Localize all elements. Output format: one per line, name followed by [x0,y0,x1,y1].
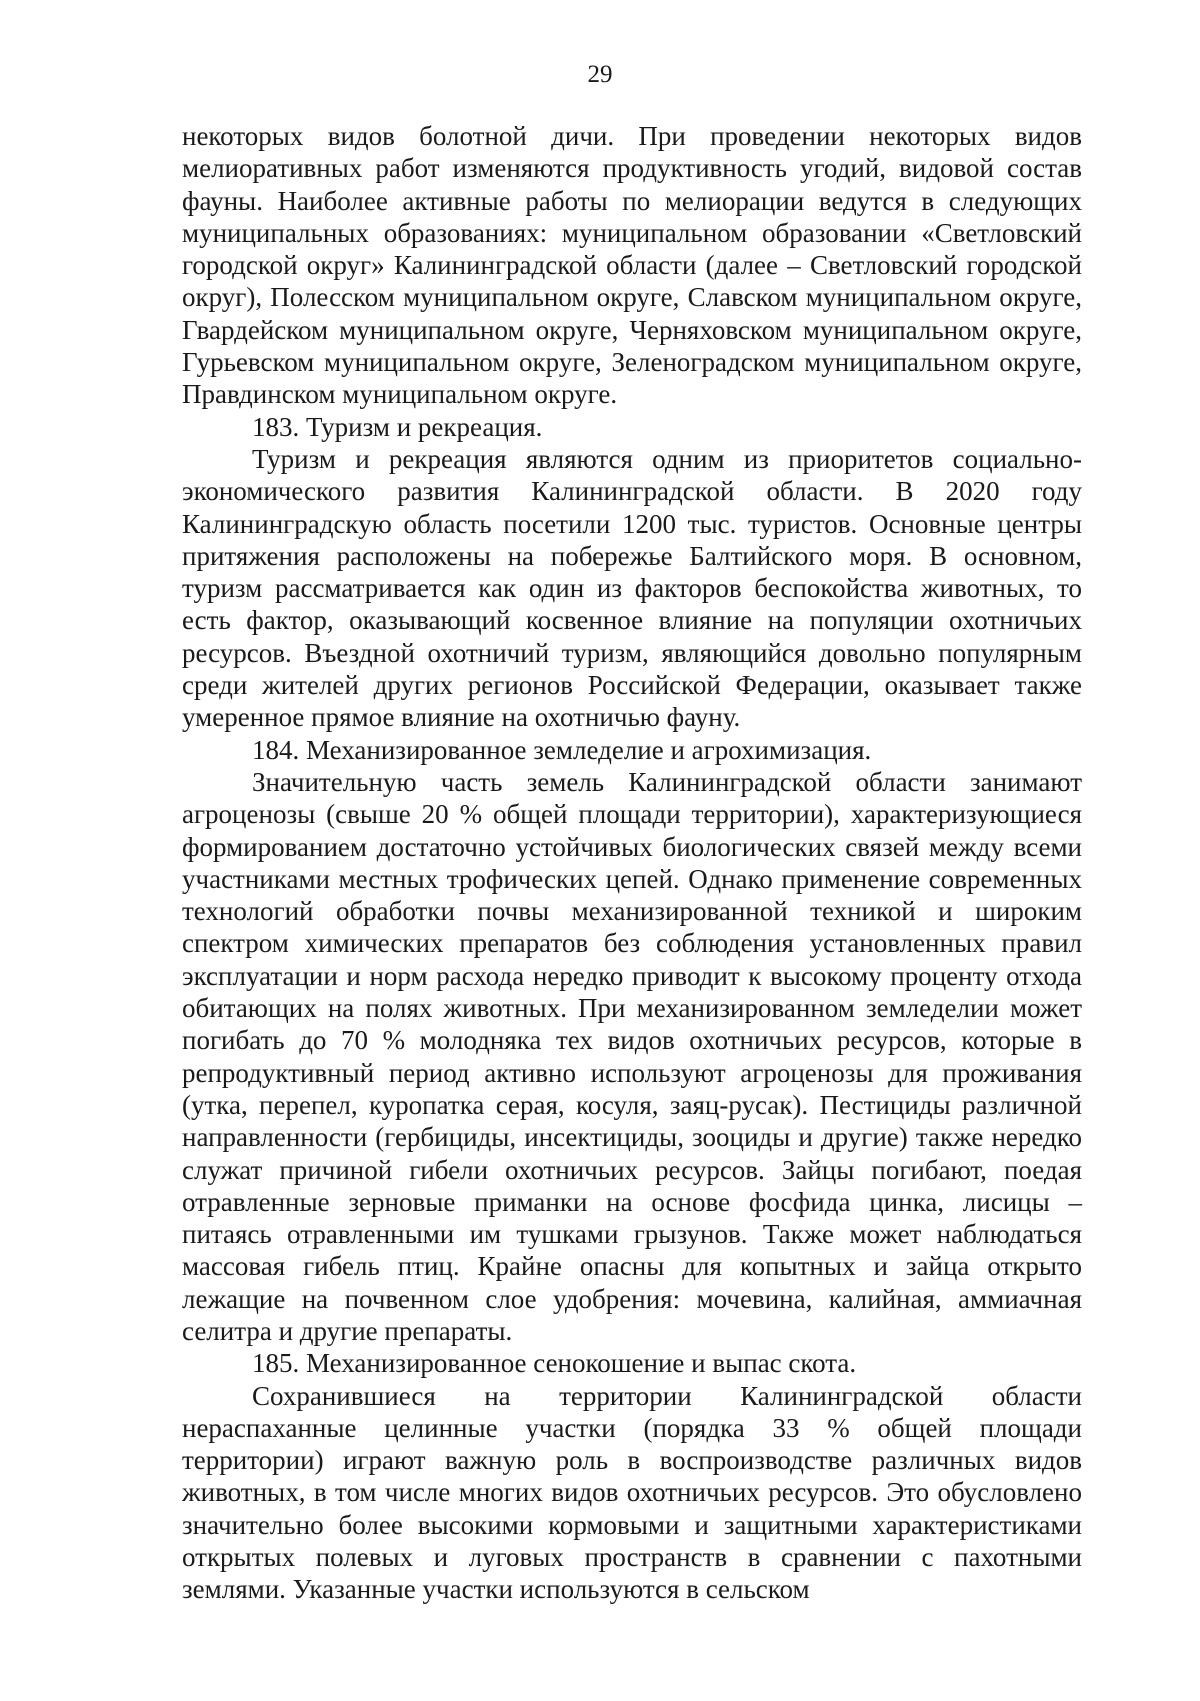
paragraph-tourism: Туризм и рекреация являются одним из приоритетов социально-экономического развития Калининградской области. В 2020 году Калининградскую область посетили 1200 тыс. туристов. Основные центры притяжения расположены на побережье Балтийского моря. В основном, туризм рассматривается как один из факторов беспокойства животных, то есть фактор, оказывающий косвенное влияние на популяции охотничьих ресурсов. Въездной охотничий туризм, являющийся довольно популярным среди жителей других регионов Российской Федерации, оказывает также умеренное прямое влияние на охотничью фауну. [182,443,1082,733]
paragraph-melioration-continued: некоторых видов болотной дичи. При проведении некоторых видов мелиоративных работ изменяются продуктивность угодий, видовой состав фауны. Наиболее активные работы по мелиорации ведутся в следующих муниципальных образованиях: муниципальном образовании «Светловский городской округ» Калининградской области (далее – Светловский городской округ), Полесском муниципальном округе, Славском муниципальном округе, Гвардейском муниципальном округе, Черняховском муниципальном округе, Гурьевском муниципальном округе, Зеленоградском муниципальном округе, Правдинском муниципальном округе. [182,121,1082,410]
section-heading-183: 183. Туризм и рекреация. [252,411,543,442]
page-number: 29 [587,61,613,88]
section-heading-184: 184. Механизированное земледелие и агрохимизация. [252,734,872,765]
paragraph-haymaking: Сохранившиеся на территории Калининградской области нераспаханные целинные участки (порядка 33 % общей площади территории) играют важную роль в воспроизводстве различных видов животных, в том числе многих видов охотничьих ресурсов. Это обусловлено значительно более высокими кормовыми и защитными характеристиками открытых полевых и луговых пространств в сравнении с пахотными землями. Указанные участки используются в сельском [182,1380,1082,1605]
paragraph-agriculture: Значительную часть земель Калининградской области занимают агроценозы (свыше 20 % общей площади территории), характеризующиеся формированием достаточно устойчивых биологических связей между всеми участниками местных трофических цепей. Однако применение современных технологий обработки почвы механизированной техникой и широким спектром химических препаратов без соблюдения установленных правил эксплуатации и норм расхода нередко приводит к высокому проценту отхода обитающих на полях животных. При механизированном земледелии может погибать до 70 % молодняка тех видов охотничьих ресурсов, которые в репродуктивный период активно используют агроценозы для проживания (утка, перепел, куропатка серая, косуля, заяц-русак). Пестициды различной направленности (гербициды, инсектициды, зооциды и другие) также нередко служат причиной гибели охотничьих ресурсов. Зайцы погибают, поедая отравленные зерновые приманки на основе фосфида цинка, лисицы – питаясь отравленными им тушками грызунов. Также может наблюдаться массовая гибель птиц. Крайне опасны для копытных и зайца открыто лежащие на почвенном слое удобрения: мочевина, калийная, аммиачная селитра и другие препараты. [182,766,1082,1346]
section-heading-185: 185. Механизированное сенокошение и выпас скота. [252,1348,857,1379]
document-body [182,120,1082,1606]
